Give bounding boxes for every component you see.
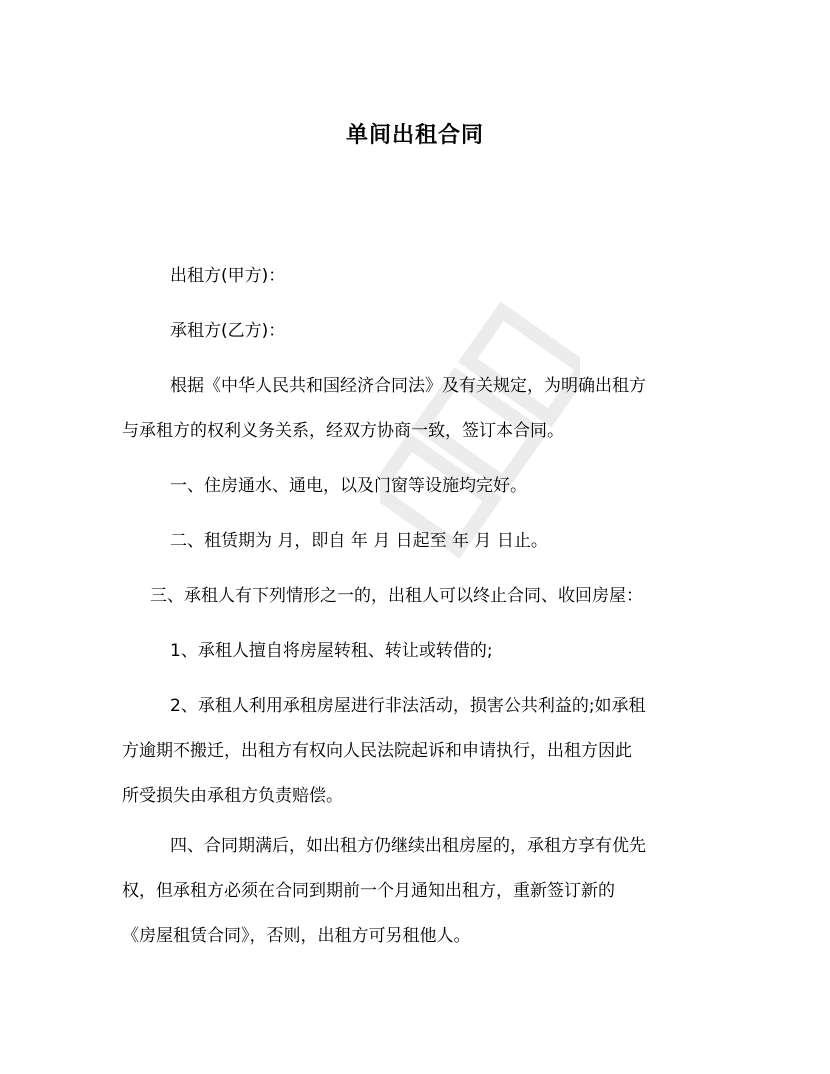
document-title: 单间出租合同 — [345, 123, 484, 148]
clause-3-item-1: 1、承租人擅自将房屋转租、转让或转借的; — [170, 641, 493, 661]
lessee-label: 承租方(乙方)： — [170, 321, 286, 341]
clause-1: 一、住房通水、通电，以及门窗等设施均完好。 — [170, 476, 527, 496]
clause-3: 三、承租人有下列情形之一的，出租人可以终止合同、收回房屋： — [150, 586, 643, 606]
intro-paragraph: 根据《中华人民共和国经济合同法》及有关规定，为明确出租方 与承租方的权利义务关系，经双方协商一致，签订本合同。 — [122, 376, 646, 441]
clause-3-item-2: 2、承租人利用承租房屋进行非法活动，损害公共利益的;如承租 方逾期不搬迁，出租方有权向人民法院起诉和申请执行，出租方因此 所受损失由承租方负责赔偿。 — [122, 696, 646, 806]
clause-4: 四、合同期满后，如出租方仍继续出租房屋的，承租方享有优先 权，但承租方必须在合同到期前一个月通知出租方，重新签订新的 《房屋租赁合同》，否则，出租方可另租他人。 — [122, 836, 646, 946]
clause-2: 二、租赁期为 月，即自 年 月 日起至 年 月 日止。 — [170, 531, 548, 551]
lessor-label: 出租方(甲方)： — [170, 266, 286, 286]
